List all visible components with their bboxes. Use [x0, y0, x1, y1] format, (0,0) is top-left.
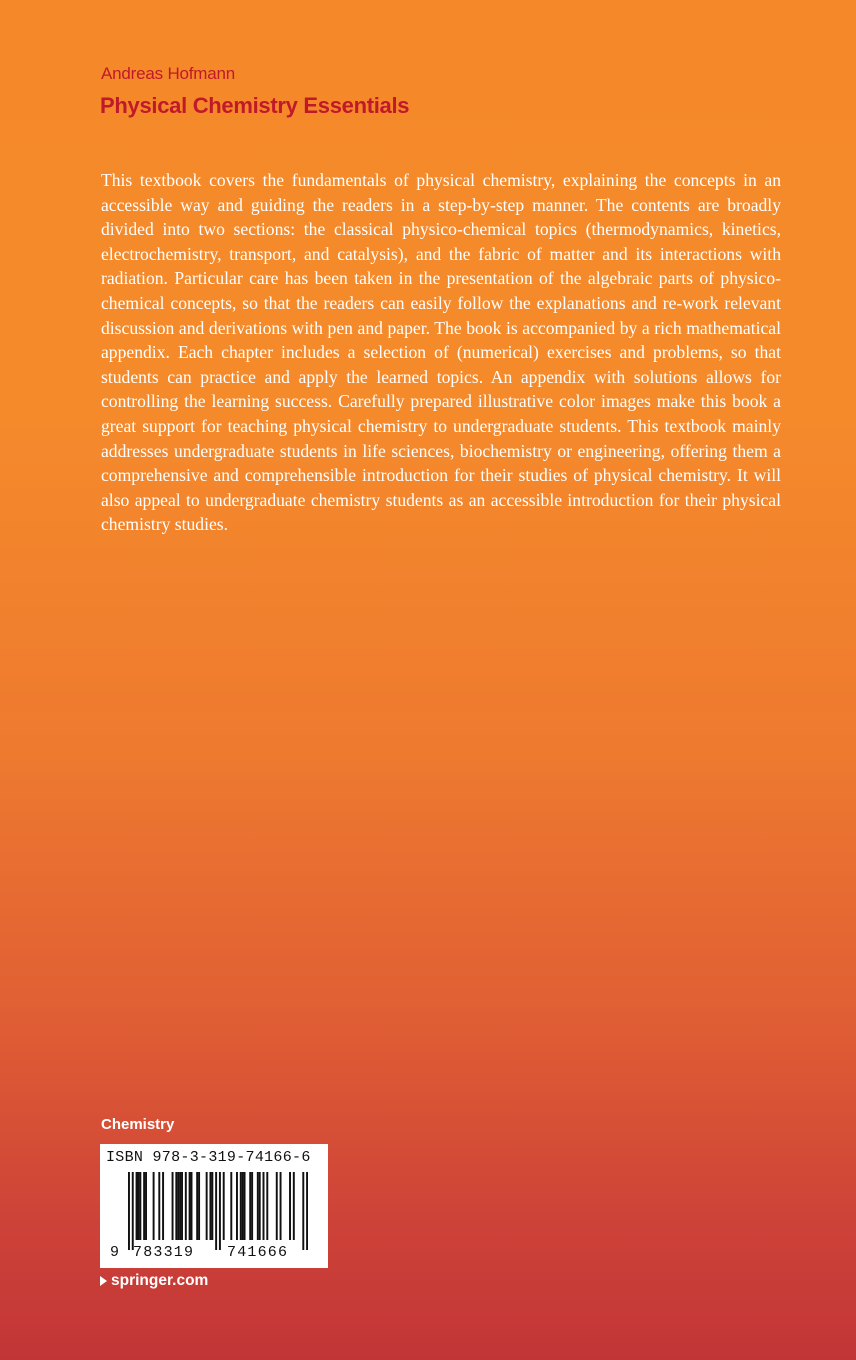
barcode-bar: [259, 1172, 261, 1240]
barcode-bar: [223, 1172, 225, 1240]
barcode-bar: [251, 1172, 253, 1240]
arrow-right-icon: [100, 1276, 107, 1286]
publisher-link[interactable]: [100, 1272, 208, 1290]
barcode-bar: [219, 1172, 221, 1250]
barcode-bar: [263, 1172, 265, 1240]
barcode-bar: [172, 1172, 174, 1240]
barcode-bar: [244, 1172, 246, 1240]
barcode-bar: [175, 1172, 177, 1240]
barcode-bar: [189, 1172, 191, 1240]
barcode-bar: [280, 1172, 282, 1240]
barcode-bar: [191, 1172, 193, 1240]
barcode-bar: [145, 1172, 147, 1240]
isbn-label: ISBN 978-3-319-74166-6: [106, 1149, 311, 1166]
barcode-bar: [179, 1172, 181, 1240]
barcode-digits-left: 783319: [133, 1244, 195, 1261]
barcode-bar: [289, 1172, 291, 1240]
barcode-bar: [257, 1172, 259, 1240]
barcode-bar: [209, 1172, 211, 1240]
barcode-bar: [177, 1172, 179, 1240]
barcode-bar: [162, 1172, 164, 1240]
barcode-bar: [306, 1172, 308, 1250]
barcode-bar: [276, 1172, 278, 1240]
barcode-bar: [198, 1172, 200, 1240]
barcode-digit-first: 9: [110, 1244, 120, 1261]
barcode-bar: [249, 1172, 251, 1240]
author-name: Andreas Hofmann: [101, 64, 236, 83]
barcode-bar: [143, 1172, 145, 1240]
barcode-bar: [215, 1172, 217, 1250]
barcode-bar: [236, 1172, 238, 1240]
barcode-bar: [139, 1172, 141, 1240]
barcode-bar: [153, 1172, 155, 1240]
barcode-bar: [240, 1172, 242, 1240]
barcode-bars: [128, 1172, 308, 1250]
barcode-bar: [136, 1172, 138, 1240]
isbn-barcode: [100, 1144, 328, 1268]
barcode-bar: [293, 1172, 295, 1240]
book-description: This textbook covers the fundamentals of physical chemistry, explaining the concepts in an accessible way and guiding the readers in a step-by-step manner. The contents are broadly divided into two sections: the classical physico-chemical topics (thermodynamics, kinetics, electrochemistry, transport, and catalysis), and the fabric of matter and its interactions with radiation. Particular care has been taken in the presentation of the algebraic parts of physico-chemical concepts, so that the readers can easily follow the explanations and re-work relevant discussion and derivations with pen and paper. The book is accompanied by a rich mathematical appendix. Each chapter includes a selection of (numerical) exercises and problems, so that students can practice and apply the learned topics. An appendix with solutions allows for controlling the learning success. Carefully prepared illustrative color images make this book a great support for teaching physical chemistry to undergraduate students. This textbook mainly addresses undergraduate students in life sciences, biochemistry or engineering, offering them a comprehensive and comprehensible introduction for their studies of physical chemistry. It will also appeal to undergraduate chemistry students as an accessible introduction for their physical chemistry studies.: [101, 170, 781, 535]
barcode-bar: [158, 1172, 160, 1240]
barcode-bar: [211, 1172, 213, 1240]
barcode-bar: [266, 1172, 268, 1240]
barcode-bar: [128, 1172, 130, 1250]
barcode-bar: [185, 1172, 187, 1240]
barcode-bar: [132, 1172, 134, 1250]
barcode-bar: [137, 1172, 139, 1240]
book-title: Physical Chemistry Essentials: [100, 93, 410, 118]
barcode-bar: [230, 1172, 232, 1240]
barcode-bar: [181, 1172, 183, 1240]
barcode-bar: [206, 1172, 208, 1240]
publisher-url[interactable]: springer.com: [111, 1272, 209, 1289]
subject-category: Chemistry: [101, 1116, 175, 1133]
barcode-bar: [302, 1172, 304, 1250]
barcode-bar: [242, 1172, 244, 1240]
barcode-digits-right: 741666: [227, 1244, 289, 1261]
barcode-bar: [196, 1172, 198, 1240]
